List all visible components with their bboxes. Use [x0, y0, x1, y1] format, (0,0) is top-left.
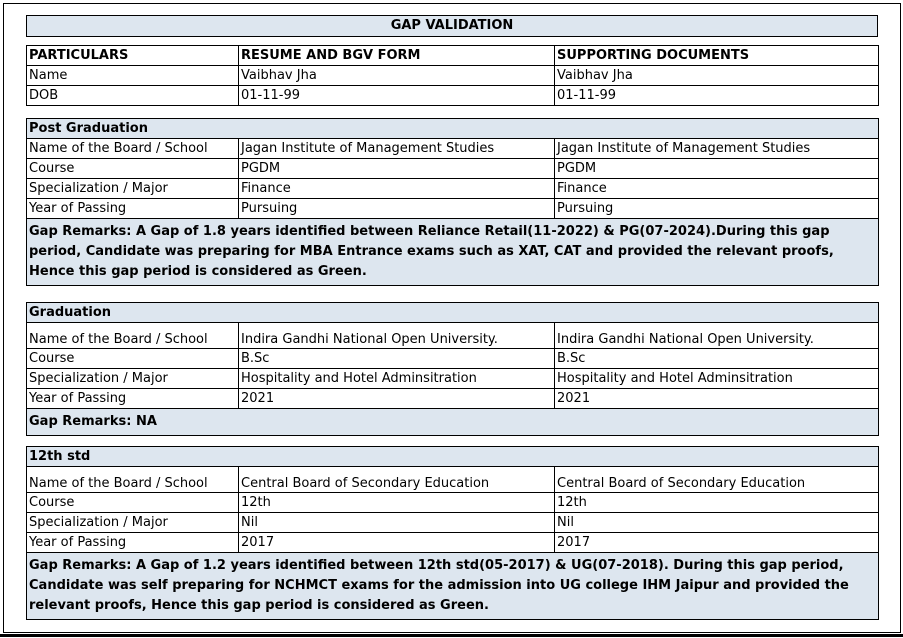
row-label: Specialization / Major: [27, 369, 239, 389]
table-row: [27, 159, 879, 179]
row-supporting-value: Pursuing: [555, 199, 879, 219]
row-label: Year of Passing: [27, 199, 239, 219]
row-supporting-value: 2017: [555, 533, 879, 553]
gap-remarks: Gap Remarks: A Gap of 1.8 years identified between Reliance Retail(11-2022) & PG(07-2024).During this gap period, Candidate was preparing for MBA Entrance exams such as XAT, CAT and provided the relevant proofs, Hence this gap period is considered as Green.: [27, 219, 879, 286]
row-label: Course: [27, 349, 239, 369]
row-supporting-value: Hospitality and Hotel Adminsitration: [555, 369, 879, 389]
row-label: Name of the Board / School: [27, 139, 239, 159]
row-resume-value: Hospitality and Hotel Adminsitration: [239, 369, 555, 389]
row-supporting-value: Jagan Institute of Management Studies: [555, 139, 879, 159]
row-supporting-value: Central Board of Secondary Education: [555, 467, 879, 493]
section-title: Post Graduation: [27, 119, 879, 139]
row-label: Specialization / Major: [27, 513, 239, 533]
section-12th-std: [26, 446, 879, 620]
row-supporting-value: Indira Gandhi National Open University.: [555, 323, 879, 349]
row-resume-value: Vaibhav Jha: [239, 66, 555, 86]
row-resume-value: Nil: [239, 513, 555, 533]
table-row: [27, 179, 879, 199]
table-row: [27, 323, 879, 349]
row-label: Course: [27, 159, 239, 179]
table-row: [27, 533, 879, 553]
title-table: [26, 15, 878, 37]
row-resume-value: PGDM: [239, 159, 555, 179]
row-label: DOB: [27, 86, 239, 106]
row-label: Name of the Board / School: [27, 467, 239, 493]
row-resume-value: Finance: [239, 179, 555, 199]
row-label: Name: [27, 66, 239, 86]
section-title: Graduation: [27, 303, 879, 323]
page-title: GAP VALIDATION: [27, 16, 878, 37]
row-label: Name of the Board / School: [27, 323, 239, 349]
row-resume-value: 2017: [239, 533, 555, 553]
header-particulars: PARTICULARS: [27, 46, 239, 66]
row-supporting-value: PGDM: [555, 159, 879, 179]
table-row: [27, 467, 879, 493]
table-row: [27, 369, 879, 389]
section-post-graduation: [26, 118, 879, 286]
table-row: [27, 493, 879, 513]
section-graduation: [26, 302, 879, 436]
row-resume-value: 01-11-99: [239, 86, 555, 106]
row-resume-value: 2021: [239, 389, 555, 409]
row-supporting-value: 2021: [555, 389, 879, 409]
row-supporting-value: Nil: [555, 513, 879, 533]
gap-remarks: Gap Remarks: A Gap of 1.2 years identified between 12th std(05-2017) & UG(07-2018). During this gap period, Candidate was self preparing for NCHMCT exams for the admission into UG college IHM Jaipur and provided the relevant proofs, Hence this gap period is considered as Green.: [27, 553, 879, 620]
row-supporting-value: Finance: [555, 179, 879, 199]
bottom-rule: [0, 634, 903, 637]
row-label: Year of Passing: [27, 389, 239, 409]
table-row: [27, 389, 879, 409]
row-resume-value: B.Sc: [239, 349, 555, 369]
table-row: [27, 66, 879, 86]
row-resume-value: Indira Gandhi National Open University.: [239, 323, 555, 349]
row-label: Year of Passing: [27, 533, 239, 553]
gap-remarks: Gap Remarks: NA: [27, 409, 879, 436]
table-row: [27, 86, 879, 106]
table-row: [27, 513, 879, 533]
table-row: [27, 349, 879, 369]
section-title: 12th std: [27, 447, 879, 467]
table-row: [27, 199, 879, 219]
row-supporting-value: 01-11-99: [555, 86, 879, 106]
row-label: Course: [27, 493, 239, 513]
personal-table: [26, 45, 879, 106]
table-row: [27, 139, 879, 159]
row-resume-value: 12th: [239, 493, 555, 513]
row-supporting-value: Vaibhav Jha: [555, 66, 879, 86]
row-resume-value: Jagan Institute of Management Studies: [239, 139, 555, 159]
header-row: [27, 46, 879, 66]
row-supporting-value: B.Sc: [555, 349, 879, 369]
row-supporting-value: 12th: [555, 493, 879, 513]
row-label: Specialization / Major: [27, 179, 239, 199]
header-resume: RESUME AND BGV FORM: [239, 46, 555, 66]
row-resume-value: Pursuing: [239, 199, 555, 219]
header-supporting: SUPPORTING DOCUMENTS: [555, 46, 879, 66]
row-resume-value: Central Board of Secondary Education: [239, 467, 555, 493]
